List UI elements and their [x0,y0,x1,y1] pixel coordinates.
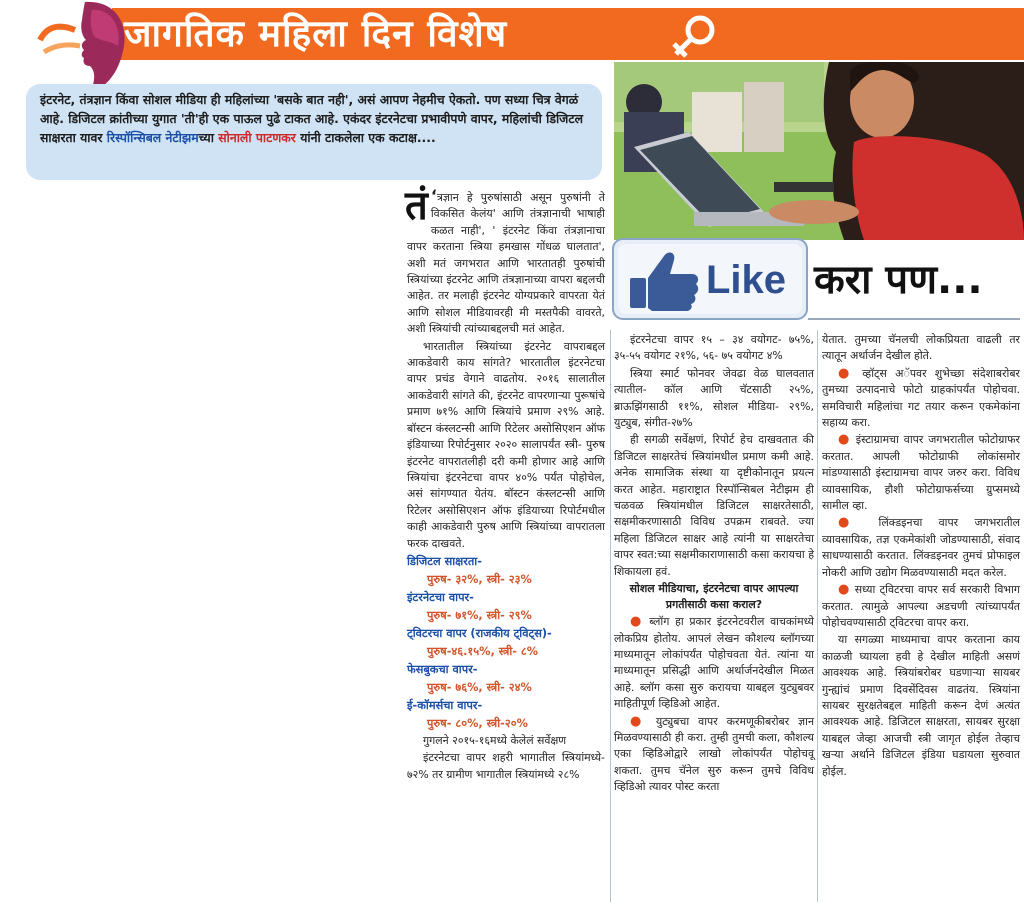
banner [0,0,1024,64]
bullet-icon: ● [838,515,863,531]
paragraph: भारतातील स्त्रियांच्या इंटरनेट वापराबद्दल आकडेवारी काय सांगते? भारतातील इंटरनेटचा वापर प्रचंड वेगाने वाढतोय. २०१६ सालातील आकडेवारी सांगते की, इंटरनेट वापरणाऱ्या पुरूषांचे प्रमाण ७१% आणि स्त्रियांचे प्रमाण २९% आहे. बॉस्टन कंस्लटन्सी आणि रिटेलर असोसिएशन ऑफ इंडियाच्या रिपोर्टनुसार २०२० सालापर्यंत स्त्री- पुरुष इंटरनेट वापरातलीही दरी कमी होणार आहे आणि स्त्रियांचा इंटरनेटचा वापर ४०% पर्यंत पोहोचेल, असं सांगण्यात येतंय. बॉस्टन कंस्लटन्सी आणि रिटेलर असोसिएशन ऑफ इंडियाच्या रिपोर्टमधील काही आकडेवारी पुरुष आणि स्त्रियांच्या वापरातला फरक दाखवते. [407,339,605,550]
bullet-icon: ● [838,432,851,448]
intro-org: रिस्पॉन्सिबल नेटीझम [106,130,199,145]
intro-author: सोनाली पाटणकर [218,130,296,145]
drop-cap: तं [405,183,428,229]
intro-text-3: यांनी टाकलेला एक कटाक्ष.... [295,130,436,145]
stat-value: पुरुष- ८०%, स्त्री-२०% [427,716,528,730]
column-divider [610,330,611,902]
stat-value: पुरुष- ३२%, स्त्री- २३% [427,572,532,586]
paragraph: या सगळ्या माध्यमाचा वापर करताना काय काळजी घ्यायला हवी हे देखील माहिती असणं आवश्यक आहे. स्त्रियांबरोबर घडणाऱ्या सायबर गुन्ह्यांचं प्रमाण दिवसेंदिवस वाढतंय. स्त्रियांना सायबर सुरक्षतेबद्दल माहिती करून देणं अत्यंत आवश्यक आहे. डिजिटल साक्षरता, सायबर सुरक्षा याबद्दल जेव्हा आजची स्त्री जागृत होईल तेव्हाच खऱ्या अर्थाने डिजिटल इंडिया घडायला सुरुवात होईल. [822,633,1020,778]
like-label: Like [706,258,787,302]
stat-heading: ई-कॉमर्सचा वापर- [407,698,483,712]
stat-value: पुरुष- ७१%, स्त्री- २९% [427,608,532,622]
stat-heading: डिजिटल साक्षरता- [407,554,482,568]
stat-heading: फेसबुकचा वापर- [407,662,478,676]
intro-box [26,84,602,180]
woman-profile-logo-icon [30,0,130,90]
paragraph: इंटरनेटचा वापर शहरी भागातील स्त्रियांमध्ये- ७२% तर ग्रामीण भागातील स्त्रियांमध्ये २८% [407,751,605,781]
paragraph: स्त्रिया स्मार्ट फोनवर जेवढा वेळ घालवतात त्यातील- कॉल आणि चॅटसाठी २५%, ब्राऊझिंगसाठी ११%, सोशल मीडिया- २९%, युट्युब, संगीत-२७% [614,366,814,430]
bullet-item: ● सध्या ट्विटरचा वापर सर्व सरकारी विभाग करतात. त्यामुळे आपल्या अडचणी त्यांच्यापर्यंत पोहोचवण्यासाठी ट्विटरचा वापर करा. [822,582,1020,629]
bullet-item: ● ब्लॉग हा प्रकार इंटरनेटवरील वाचकांमध्ये लोकप्रिय होतोय. आपलं लेखन कौशल्य ब्लॉगच्या माध्यमातून लोकांपर्यंत पोहोचवता येतं. त्यांना या माध्यमातून प्रसिद्धी आणि अर्थार्जनदेखील मिळत आहे. ब्लॉग कसा सुरु करायचा याबद्दल युट्युबवर माहितीपूर्ण व्हिडिओ आहेत. [614,614,815,711]
bullet-item: ● लिंक्डइनचा वापर जगभरातील व्यावसायिक, तज्ञ एकमेकांशी जोडण्यासाठी, संवाद साधण्यासाठी करतात. लिंक्डइनवर तुमचं प्रोफाइल नोकरी आणि उद्योग मिळवण्यासाठी मदत करेल. [822,515,1020,579]
stat-heading: ट्विटरचा वापर (राजकीय ट्विट्स)- [407,626,552,640]
intro-text-2: च्या [198,130,219,145]
bullet-item: ● इंस्टाग्रामचा वापर जगभरातील फोटोग्राफर करतात. आपली फोटोग्राफी लोकांसमोर मांडण्यासाठी इंस्टाग्रामचा वापर जरुर करा. विविध व्यावसायिक, हौशी फोटोग्राफर्सच्या ग्रुप्समध्ये सामील व्हा. [822,432,1021,513]
bullet-icon: ● [630,713,647,729]
headline-text: करा पण... [814,257,983,303]
subheading: सोशल मीडियाचा, इंटरनेटचा वापर आपल्या प्रगतीसाठी कसा कराल? [629,582,799,612]
headline-rule [808,318,1020,320]
intro-text: इंटरनेट, तंत्रज्ञान किंवा सोशल मीडिया ही महिलांच्या 'बसके बात नही', असं आपण नेहमीच ऐकतो. पण सध्या चित्र वेगळं आहे. डिजिटल क्रांतीच्या युगात 'ती'ही एक पाऊल पुढे टाकत आहे. एकंदर इंटरनेटचा प्रभावीपणे वापर, महिलांची डिजिटल साक्षरता यावर [40,92,584,145]
column-divider [817,330,818,902]
article-column-2 [614,332,814,797]
bullet-icon: ● [838,365,855,381]
bullet-item: ● युट्युबचा वापर करमणूकीबरोबर ज्ञान मिळवण्यासाठी ही करा. तुम्ही तुमची कला, कौशल्य एका व्हिडिओद्वारे लाखो लोकांपर्यंत पोहोचवू शकता. तुमच चॅनेल सुरु करून तुमचे विविध व्हिडिओ त्यावर पोस्ट करता [614,713,815,794]
article-column-3 [822,332,1020,781]
paragraph: इंटरनेटचा वापर १५ – ३४ वयोगट- ७५%, ३५-५५ वयोगट २१%, ५६- ७५ वयोगट ४% [614,333,814,363]
paragraph: गुगलने २०१५-१६मध्ये केलेलं सर्वेक्षण [423,733,567,747]
bullet-icon: ● [630,614,644,630]
paragraph: येतात. तुमच्या चॅनलची लोकप्रियता वाढली तर त्यातून अर्थार्जन देखील होते. [822,333,1020,363]
stat-value: पुरुष- ७६%, स्त्री- २४% [427,680,532,694]
stat-heading: इंटरनेटचा वापर- [407,590,474,604]
bullet-item: ● व्हॉट्स अॅपवर शुभेच्छा संदेशाबरोबर तुमच्या उत्पादनाचे फोटो ग्राहकांपर्यंत पोहोचवा. समविचारी महिलांचा गट तयार करून एकमेकांना सहाय्य करा. [822,365,1021,430]
article-column-1 [405,183,605,784]
banner-title: जागतिक महिला दिन विशेष [124,12,508,55]
woman-with-laptop-photo [614,62,1024,240]
paragraph: ही सगळी सर्वेक्षणं, रिपोर्ट हेच दाखवतात की डिजिटल साक्षरतेचं स्त्रियांमधील प्रमाण कमी आहे. अनेक सामाजिक संस्था या दृष्टीकोनातून प्रयत्न करत आहेत. महाराष्ट्रात रिस्पॉन्सिबल नेटीझम ही चळवळ स्त्रियांमधील डिजिटल साक्षरतेसाठी, सक्षमीकरणासाठी विविध उपक्रम राबवते. ज्या महिला डिजिटल साक्षर आहे त्यांनी या साक्षरतेचा वापर स्वत:च्या सक्षमीकाराणासाठी कसा करायचा हे शिकायला हवं. [614,433,814,578]
opening-paragraph: ‘ तं त्रज्ञान हे पुरुषांसाठी असून पुरुषांनी ते विकसित केलंय' आणि तंत्रज्ञानाची भाषाही कळत नाही', ' इंटरनेट किंवा तंत्रज्ञानाचा वापर करताना स्त्रिया हमखास गोंधळ घालतात', अशी मतं जगभरात आणि भारतातही पुरुषांची स्त्रियांच्या इंटरनेट आणि तंत्रज्ञानाच्या वापरा बद्दलची आहेत. तर मलाही इंटरनेट योग्यप्रकारे वापरता येतं आणि सोशल मीडियावरही मी मस्तपैकी वावरते, अशी स्त्रियांची त्यांच्याबद्दलची मतं आहेत. [405,183,605,336]
bullet-icon: ● [838,582,851,598]
female-symbol-icon [666,12,722,60]
stat-value: पुरुष-४६.१५%, स्त्री- ८% [427,644,539,658]
